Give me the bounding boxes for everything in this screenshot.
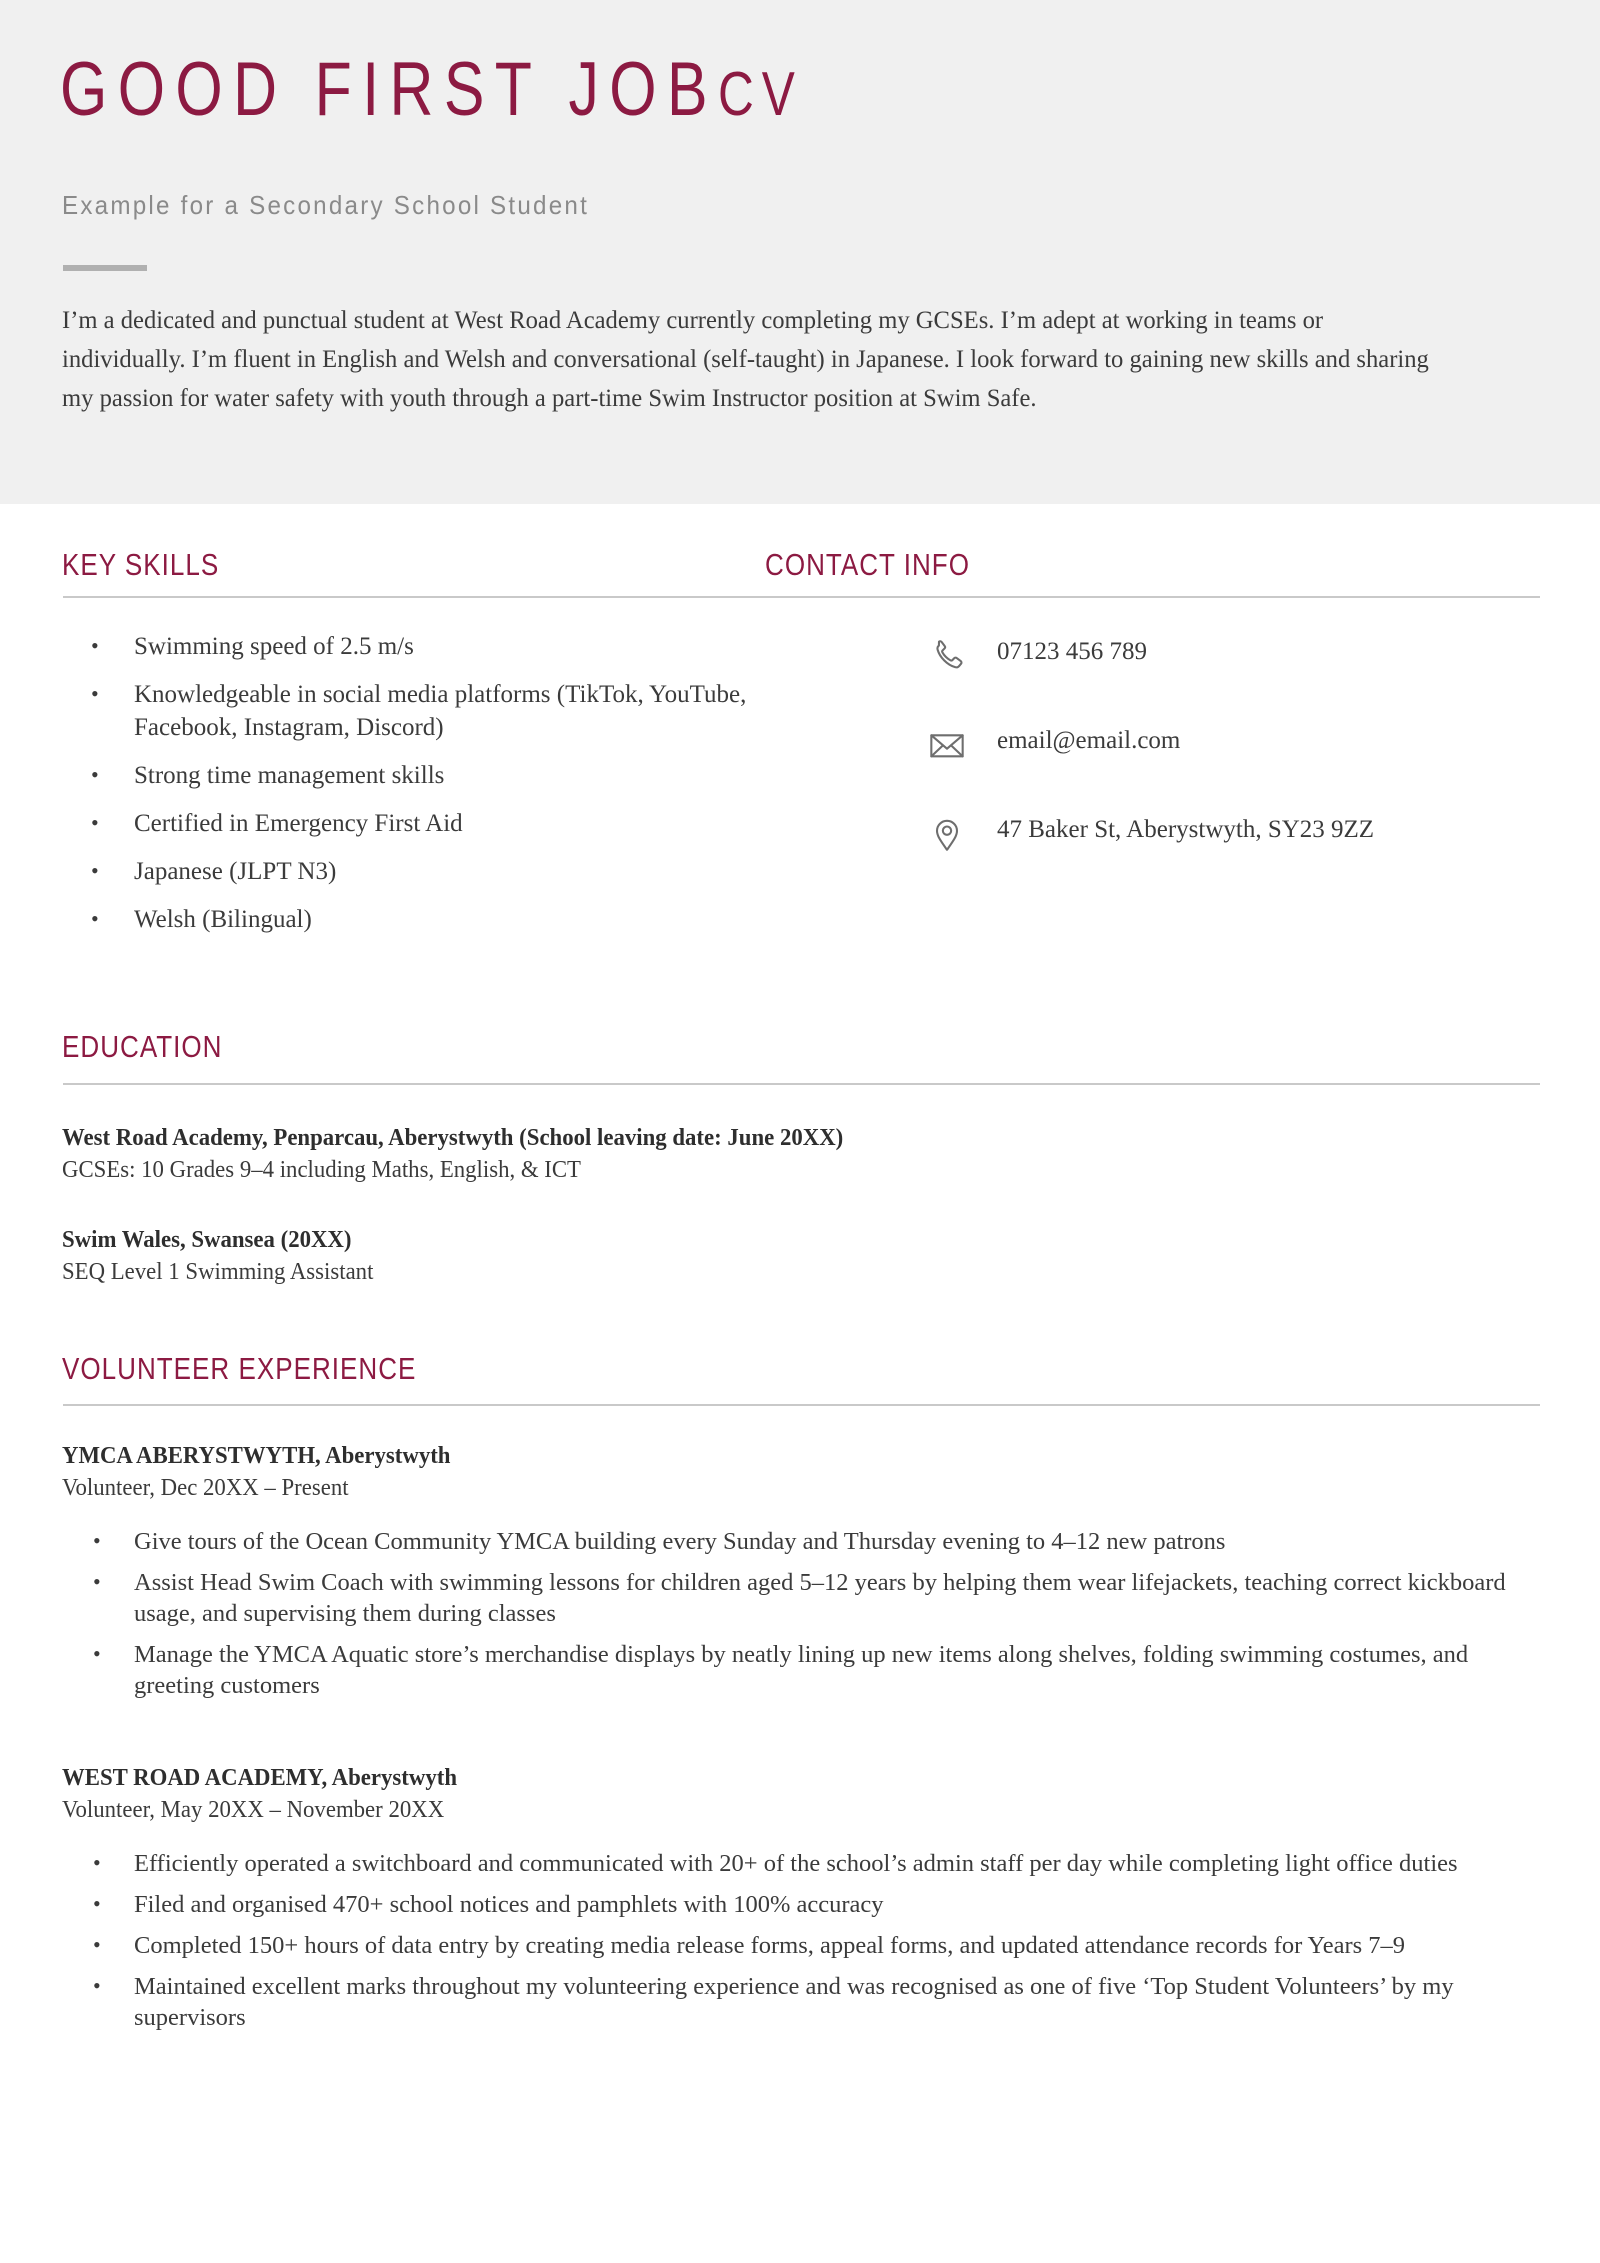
bullet-icon: • xyxy=(93,1569,101,1594)
bullet-icon: • xyxy=(91,810,99,835)
list-item xyxy=(62,1526,1540,1557)
bullet-icon: • xyxy=(93,1850,101,1875)
bullet-icon: • xyxy=(91,906,99,931)
page-title xyxy=(60,48,803,137)
list-item xyxy=(62,759,822,792)
page-title-suffix: CV xyxy=(717,60,803,129)
list-item xyxy=(62,1848,1540,1879)
bullet-icon: • xyxy=(93,1973,101,1998)
location-pin-icon xyxy=(927,814,967,854)
section-rule-key-skills xyxy=(63,596,796,598)
volunteer-entry-0 xyxy=(62,1440,1540,1711)
list-item xyxy=(62,1567,1540,1629)
list-item xyxy=(62,630,822,663)
page-subtitle: Example for a Secondary School Student xyxy=(62,190,590,220)
section-heading-education: EDUCATION xyxy=(62,1029,223,1064)
education-entry-subtitle: GCSEs: 10 Grades 9–4 including Maths, English, & ICT xyxy=(62,1156,581,1183)
bullet-icon: • xyxy=(93,1528,101,1553)
volunteer-entry-subtitle: Volunteer, May 20XX – November 20XX xyxy=(62,1796,445,1823)
volunteer-entry-title: YMCA ABERYSTWYTH, Aberystwyth xyxy=(62,1442,451,1469)
key-skill-text: Certified in Emergency First Aid xyxy=(134,810,463,837)
section-rule-volunteer-experience xyxy=(63,1404,1540,1406)
bullet-icon: • xyxy=(91,858,99,883)
list-item xyxy=(62,1930,1540,1961)
volunteer-bullet-text: Assist Head Swim Coach with swimming lessons for children aged 5–12 years by helping them wear lifejackets, teaching correct kickboard usage, and supervising them during classes xyxy=(134,1569,1506,1627)
contact-row-email[interactable] xyxy=(765,719,1545,781)
list-item xyxy=(62,1971,1540,2033)
list-item xyxy=(62,1639,1540,1701)
header-divider xyxy=(63,265,147,271)
education-entry-title: West Road Academy, Penparcau, Aberystwyth (School leaving date: June 20XX) xyxy=(62,1124,844,1151)
section-rule-contact-info xyxy=(765,596,1540,598)
phone-icon xyxy=(927,636,967,676)
bullet-icon: • xyxy=(93,1891,101,1916)
header-band xyxy=(0,0,1600,504)
volunteer-bullet-text: Give tours of the Ocean Community YMCA building every Sunday and Thursday evening to 4–12 new patrons xyxy=(134,1528,1226,1555)
contact-info-list xyxy=(765,630,1545,897)
contact-value-address: 47 Baker St, Aberystwyth, SY23 9ZZ xyxy=(997,816,1375,843)
page-title-main: GOOD FIRST JOB xyxy=(60,47,718,132)
volunteer-entry-subtitle: Volunteer, Dec 20XX – Present xyxy=(62,1474,349,1501)
key-skill-text: Welsh (Bilingual) xyxy=(134,906,312,933)
volunteer-bullet-text: Maintained excellent marks throughout my volunteering experience and was recognised as one of five ‘Top Student Volunteers’ by my supervisors xyxy=(134,1973,1454,2031)
list-item xyxy=(62,678,822,744)
bullet-icon: • xyxy=(91,762,99,787)
volunteer-bullet-text: Efficiently operated a switchboard and communicated with 20+ of the school’s admin staff per day while completing light office duties xyxy=(134,1850,1458,1877)
bullet-icon: • xyxy=(93,1932,101,1957)
key-skill-text: Strong time management skills xyxy=(134,762,445,789)
list-item xyxy=(62,807,822,840)
education-entry-subtitle: SEQ Level 1 Swimming Assistant xyxy=(62,1258,374,1285)
education-entry-0 xyxy=(62,1122,1540,1186)
list-item xyxy=(62,903,822,936)
key-skills-list xyxy=(62,630,822,951)
volunteer-bullet-text: Filed and organised 470+ school notices and pamphlets with 100% accuracy xyxy=(134,1891,884,1918)
section-heading-contact-info: CONTACT INFO xyxy=(765,547,970,582)
key-skill-text: Knowledgeable in social media platforms (TikTok, YouTube, Facebook, Instagram, Discord) xyxy=(134,681,747,741)
volunteer-entry-bullets xyxy=(62,1526,1540,1701)
section-heading-key-skills: KEY SKILLS xyxy=(62,547,220,582)
section-rule-education xyxy=(63,1083,1540,1085)
bullet-icon: • xyxy=(91,633,99,658)
volunteer-entry-bullets xyxy=(62,1848,1540,2033)
education-entry-title: Swim Wales, Swansea (20XX) xyxy=(62,1226,352,1253)
list-item xyxy=(62,855,822,888)
contact-row-address[interactable] xyxy=(765,808,1545,870)
volunteer-bullet-text: Completed 150+ hours of data entry by creating media release forms, appeal forms, and updated attendance records for Years 7–9 xyxy=(134,1932,1406,1959)
contact-value-email: email@email.com xyxy=(997,727,1181,754)
key-skill-text: Japanese (JLPT N3) xyxy=(134,858,337,885)
volunteer-bullet-text: Manage the YMCA Aquatic store’s merchandise displays by neatly lining up new items along shelves, folding swimming costumes, and greeting customers xyxy=(134,1641,1469,1699)
envelope-icon xyxy=(927,725,967,765)
volunteer-entry-title: WEST ROAD ACADEMY, Aberystwyth xyxy=(62,1764,457,1791)
contact-row-phone[interactable] xyxy=(765,630,1545,692)
profile-summary: I’m a dedicated and punctual student at West Road Academy currently completing my GCSEs. I’m adept at working in teams or individually. I’m fluent in English and Welsh and conversational (self-taught) in Japanese. I look forward to gaining new skills and sharing my passion for water safety with youth through a part-time Swim Instructor position at Swim Safe. xyxy=(62,305,1429,412)
section-heading-volunteer-experience: VOLUNTEER EXPERIENCE xyxy=(62,1351,417,1386)
education-entry-1 xyxy=(62,1224,1540,1288)
contact-value-phone: 07123 456 789 xyxy=(997,638,1147,665)
list-item xyxy=(62,1889,1540,1920)
key-skill-text: Swimming speed of 2.5 m/s xyxy=(134,633,414,660)
bullet-icon: • xyxy=(93,1641,101,1666)
bullet-icon: • xyxy=(91,681,99,706)
volunteer-entry-1 xyxy=(62,1762,1540,2043)
